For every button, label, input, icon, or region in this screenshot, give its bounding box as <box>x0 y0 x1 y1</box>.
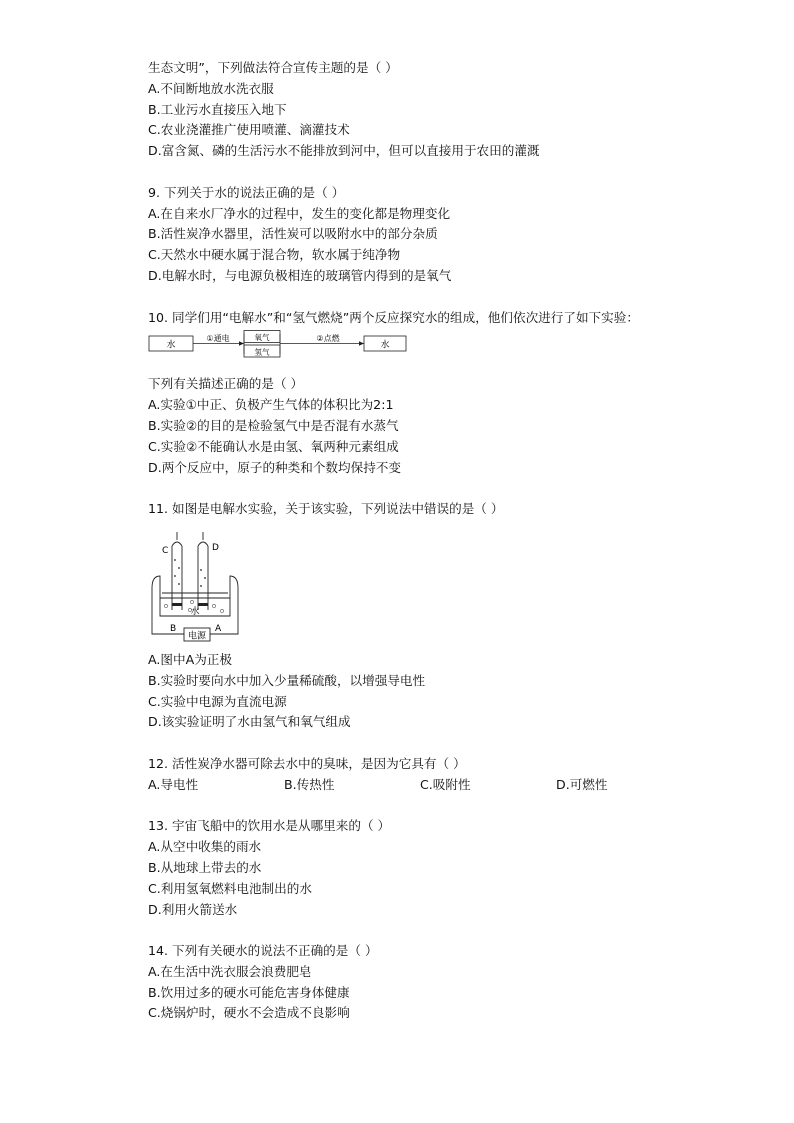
option-d: D.电解水时，与电源负极相连的玻璃管内得到的是氧气 <box>148 267 452 283</box>
question-stem: 生态文明”，下列做法符合宣传主题的是（ ） <box>148 60 398 75</box>
label-c: C <box>162 545 169 556</box>
question-stem: 9. 下列关于水的说法正确的是（ ） <box>148 184 345 200</box>
arrow-head <box>239 342 244 346</box>
option-c: C.农业浇灌推广使用喷灌、滴灌技术 <box>148 122 350 138</box>
option-a: A.导电性 <box>148 776 199 792</box>
exam-page <box>148 58 748 1024</box>
option-b: B.饮用过多的硬水可能危害身体健康 <box>148 984 350 1000</box>
option-d: D.两个反应中，原子的种类和个数均保持不变 <box>148 459 401 475</box>
question-stem: 11. 如图是电解水实验，关于该实验，下列说法中错误的是（ ） <box>148 501 504 517</box>
option-c: C.实验②不能确认水是由氢、氧两种元素组成 <box>148 438 399 454</box>
experiment-flow-diagram <box>148 330 748 370</box>
step1-label: ①通电 <box>206 334 230 344</box>
option-b: B.传热性 <box>284 776 335 792</box>
option-a: A.从空中收集的雨水 <box>148 839 262 855</box>
option-b: B.实验②的目的是检验氢气中是否混有水蒸气 <box>148 417 399 433</box>
power-label: 电源 <box>187 631 207 642</box>
option-c: C.利用氢氧燃料电池制出的水 <box>148 880 312 896</box>
option-a: A.图中A为正极 <box>148 651 232 667</box>
option-a: A.在自来水厂净水的过程中，发生的变化都是物理变化 <box>148 205 451 221</box>
option-a: A.实验①中正、负极产生气体的体积比为2:1 <box>148 397 394 413</box>
oxygen-label: 氧气 <box>254 333 270 343</box>
option-b: B.活性炭净水器里，活性炭可以吸附水中的部分杂质 <box>148 226 438 242</box>
water-label-right: 水 <box>380 340 390 351</box>
water-label-left: 水 <box>166 340 176 351</box>
option-a: A.在生活中洗衣服会浪费肥皂 <box>148 963 312 979</box>
question-sub-stem: 下列有关描述正确的是（ ） <box>148 376 304 392</box>
question-stem: 10. 同学们用“电解水”和“氢气燃烧”两个反应探究水的组成，他们依次进行了如下实验： <box>148 309 639 325</box>
option-d: D.利用火箭送水 <box>148 901 238 917</box>
question-14 <box>148 941 748 1024</box>
electrolysis-apparatus-diagram <box>148 530 748 648</box>
option-d: D.富含氮、磷的生活污水不能排放到河中，但可以直接用于农田的灌溉 <box>148 143 540 159</box>
option-b: B.工业污水直接压入地下 <box>148 101 287 117</box>
option-a: A.不间断地放水洗衣服 <box>148 80 274 96</box>
question-10 <box>148 308 748 479</box>
question-8 <box>148 58 748 162</box>
option-b: B.实验时要向水中加入少量稀硫酸，以增强导电性 <box>148 672 426 688</box>
question-11 <box>148 499 748 733</box>
option-c: C.吸附性 <box>420 776 471 792</box>
question-9 <box>148 183 748 287</box>
question-12 <box>148 754 748 796</box>
step2-label: ②点燃 <box>316 334 340 344</box>
option-b: B.从地球上带去的水 <box>148 859 262 875</box>
question-13 <box>148 816 748 920</box>
question-stem: 14. 下列有关硬水的说法不正确的是（ ） <box>148 943 378 959</box>
hydrogen-label: 氢气 <box>254 347 270 357</box>
option-c: C.烧锅炉时，硬水不会造成不良影响 <box>148 1005 350 1021</box>
option-c: C.实验中电源为直流电源 <box>148 693 287 709</box>
label-d: D <box>212 542 219 553</box>
question-stem: 13. 宇宙飞船中的饮用水是从哪里来的（ ） <box>148 818 391 834</box>
arrow-head <box>359 342 364 346</box>
label-b: B <box>170 623 177 634</box>
water-label: 水 <box>190 606 200 617</box>
question-stem: 12. 活性炭净水器可除去水中的臭味，是因为它具有（ ） <box>148 755 466 771</box>
option-d: D.可燃性 <box>556 776 608 792</box>
option-c: C.天然水中硬水属于混合物，软水属于纯净物 <box>148 247 401 263</box>
options-row <box>148 775 748 796</box>
label-a: A <box>215 623 222 634</box>
option-d: D.该实验证明了水由氢气和氧气组成 <box>148 714 351 730</box>
